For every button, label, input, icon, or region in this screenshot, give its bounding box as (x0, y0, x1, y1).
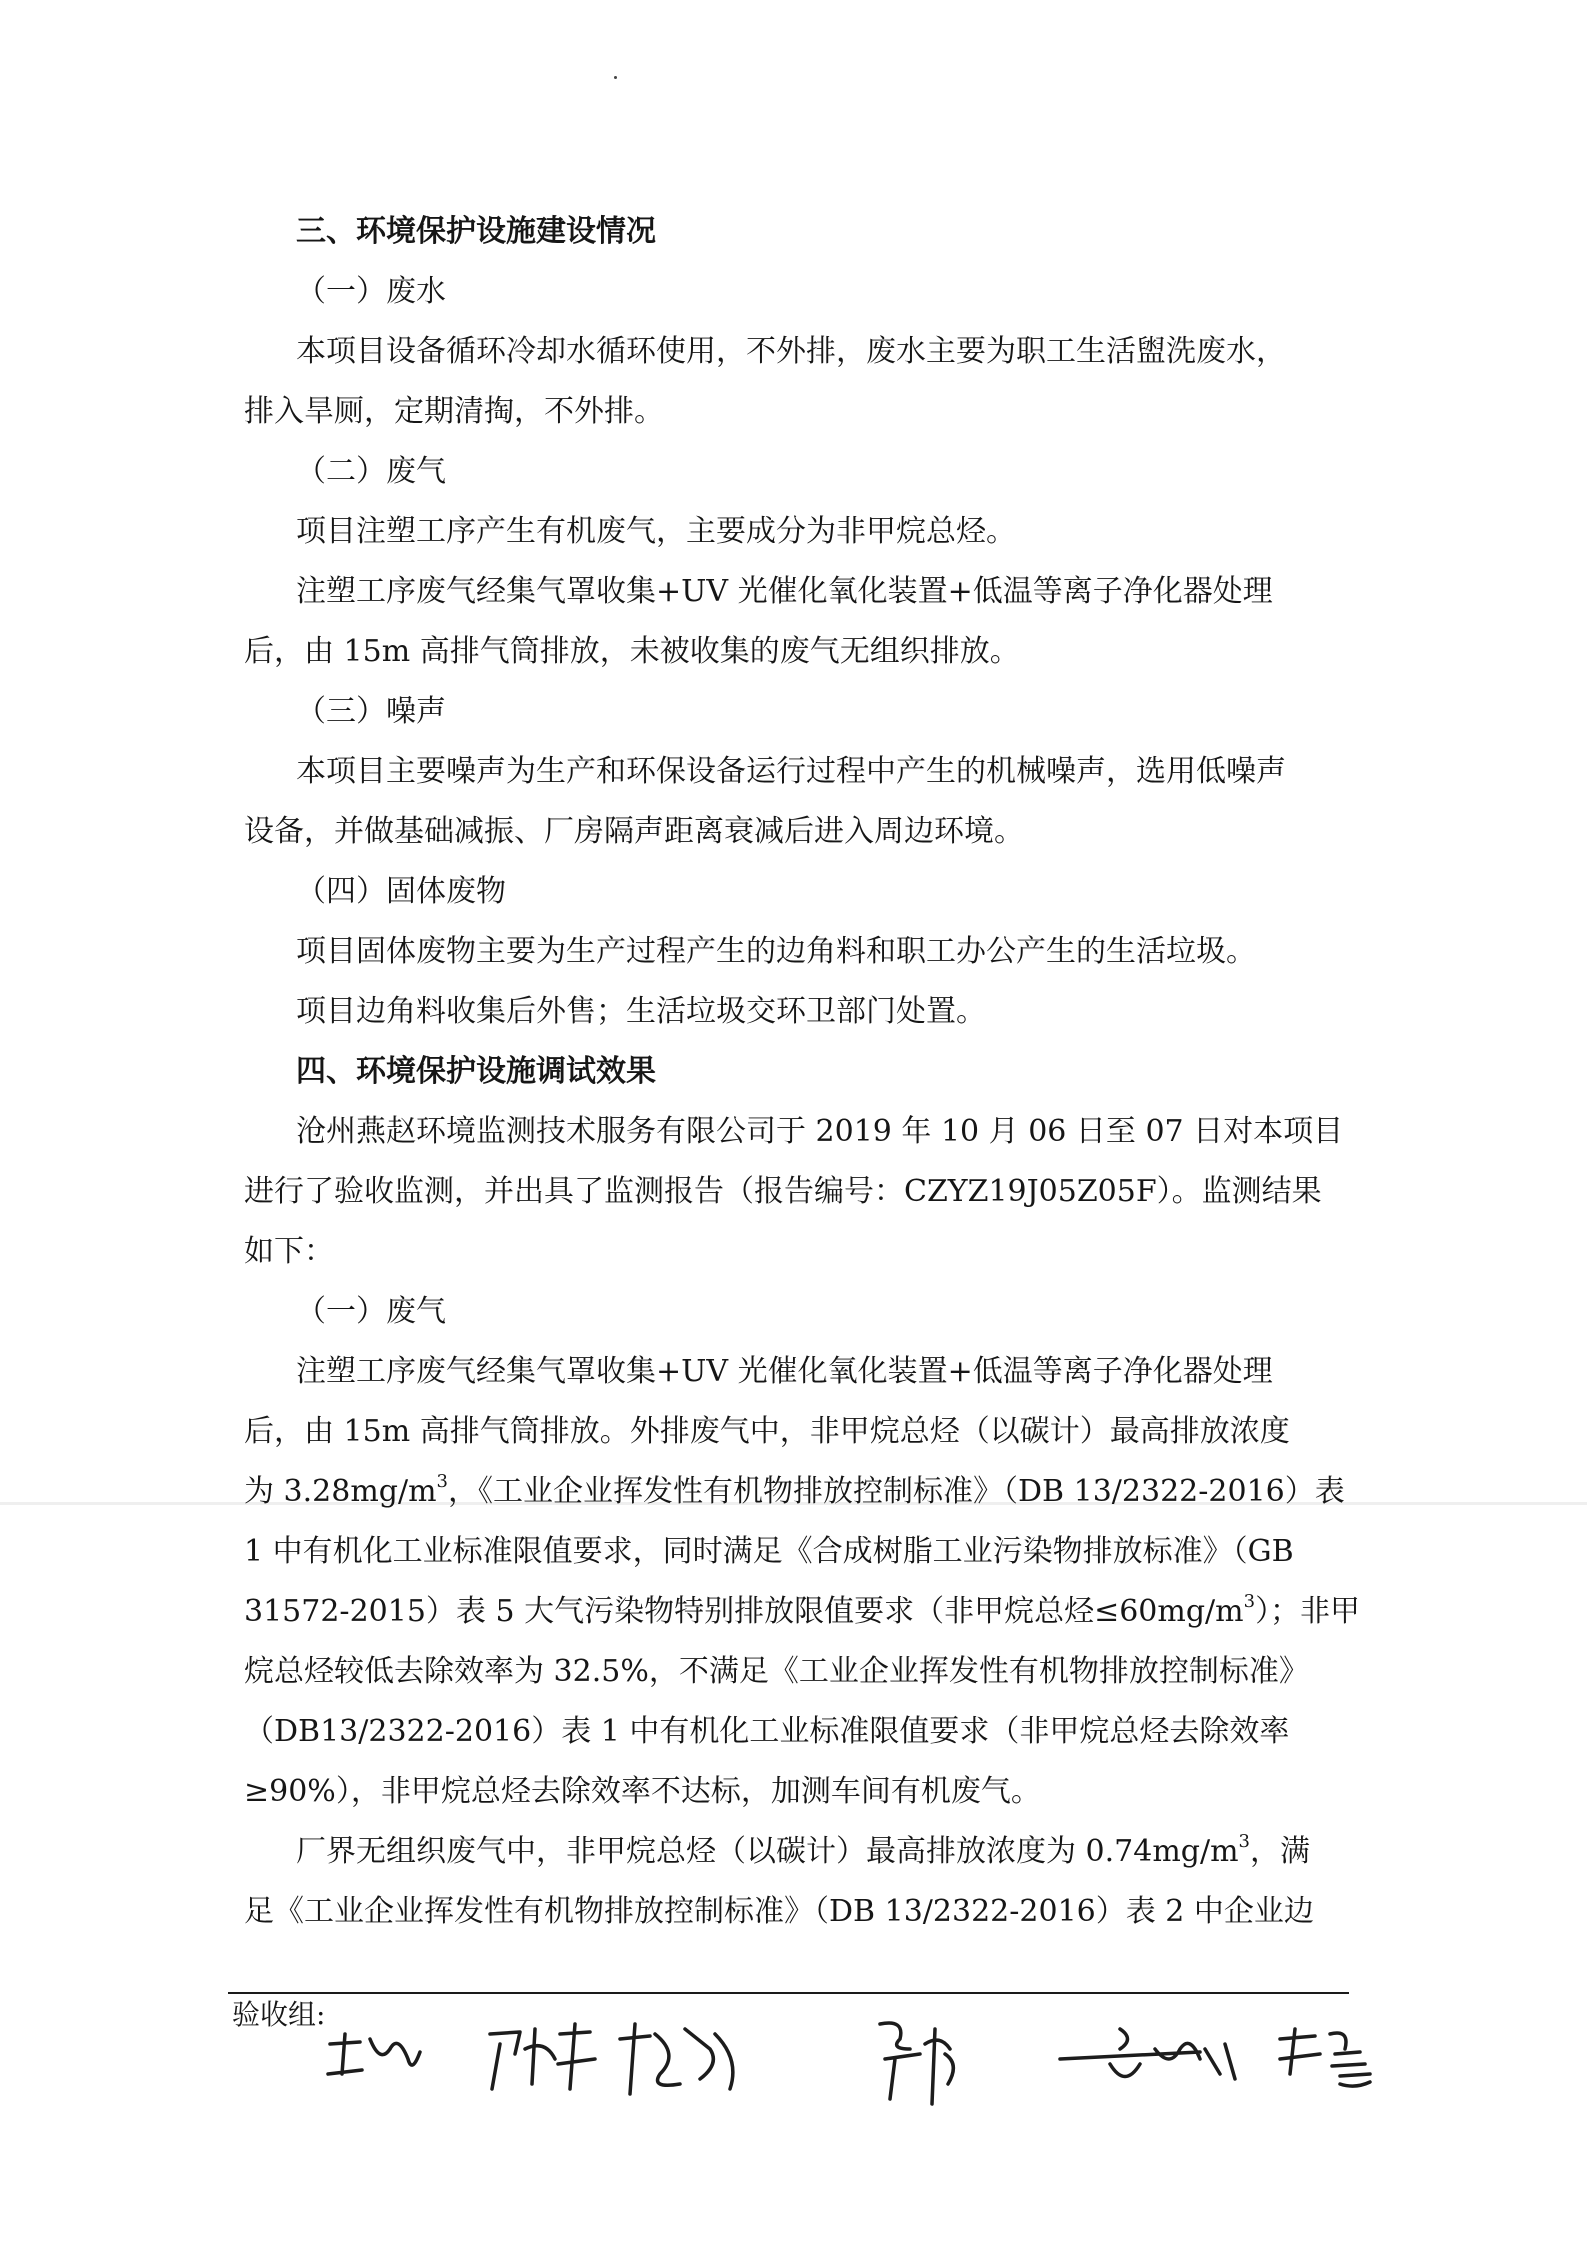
subheading-exhaust-results: （一）废气 (296, 1294, 446, 1329)
text-span: 31572-2015）表 5 大气污染物特别排放限值要求（非甲烷总烃≤60mg/m (244, 1594, 1244, 1629)
paragraph-line: 1 中有机化工业标准限值要求，同时满足《合成树脂工业污染物排放标准》（GB (244, 1534, 1294, 1569)
paragraph-line: ≥90%），非甲烷总烃去除效率不达标，加测车间有机废气。 (244, 1774, 1041, 1809)
paragraph-line: 后，由 15m 高排气筒排放。外排废气中，非甲烷总烃（以碳计）最高排放浓度 (244, 1414, 1290, 1449)
text-span: ）；非甲 (1255, 1594, 1361, 1629)
subheading-wastewater: （一）废水 (296, 274, 446, 309)
paragraph-line: 沧州燕赵环境监测技术服务有限公司于 2019 年 10 月 06 日至 07 日对本项目 (296, 1114, 1344, 1149)
paragraph-line: 足《工业企业挥发性有机物排放控制标准》（DB 13/2322-2016）表 2 中企业边 (244, 1894, 1314, 1929)
paragraph-line: 项目注塑工序产生有机废气，主要成分为非甲烷总烃。 (296, 514, 1016, 549)
signature-6 (1280, 2029, 1370, 2086)
paragraph-line: （DB13/2322-2016）表 1 中有机化工业标准限值要求（非甲烷总烃去除效率 (244, 1714, 1290, 1749)
paragraph-line: 排入旱厕，定期清掏，不外排。 (244, 394, 664, 429)
paragraph-line: 注塑工序废气经集气罩收集+UV 光催化氧化装置+低温等离子净化器处理 (296, 574, 1273, 609)
text-span: ，《工业企业挥发性有机物排放控制标准》（DB 13/2322-2016）表 (448, 1474, 1345, 1509)
subheading-solid-waste: （四）固体废物 (296, 874, 506, 909)
paragraph-line: 设备，并做基础减振、厂房隔声距离衰减后进入周边环境。 (244, 814, 1024, 849)
paragraph-line: 项目固体废物主要为生产过程产生的边角料和职工办公产生的生活垃圾。 (296, 934, 1256, 969)
paragraph-line: 进行了验收监测，并出具了监测报告（报告编号：CZYZ19J05Z05F）。监测结果 (244, 1174, 1322, 1209)
signature-3 (620, 2024, 733, 2094)
paragraph-line (244, 1472, 1345, 1512)
subheading-exhaust: （二）废气 (296, 454, 446, 489)
section-heading-4: 四、环境保护设施调试效果 (296, 1054, 656, 1089)
paragraph-line: 后，由 15m 高排气筒排放，未被收集的废气无组织排放。 (244, 634, 1020, 669)
paragraph-line: 注塑工序废气经集气罩收集+UV 光催化氧化装置+低温等离子净化器处理 (296, 1354, 1273, 1389)
paragraph-line (296, 1832, 1310, 1872)
text-span: 为 3.28mg/m (244, 1474, 437, 1509)
paragraph-line (244, 1592, 1360, 1632)
signature-1 (328, 2034, 420, 2074)
paragraph-line: 本项目设备循环冷却水循环使用，不外排，废水主要为职工生活盥洗废水， (296, 334, 1286, 369)
superscript: 3 (1238, 1831, 1250, 1852)
signature-4 (880, 2023, 953, 2104)
section-heading-3: 三、环境保护设施建设情况 (296, 214, 656, 249)
text-span: 厂界无组织废气中，非甲烷总烃（以碳计）最高排放浓度为 0.74mg/m (296, 1834, 1239, 1869)
footer-rule (228, 1992, 1349, 1994)
paragraph-line: 本项目主要噪声为生产和环保设备运行过程中产生的机械噪声，选用低噪声 (296, 754, 1286, 789)
superscript: 3 (436, 1471, 448, 1492)
text-span: ，满 (1250, 1834, 1310, 1869)
signature-5 (1060, 2029, 1235, 2079)
acceptance-group-label: 验收组: (232, 1998, 326, 2031)
paragraph-line: 项目边角料收集后外售；生活垃圾交环卫部门处置。 (296, 994, 986, 1029)
scan-speck (614, 76, 617, 79)
paragraph-line: 烷总烃较低去除效率为 32.5%，不满足《工业企业挥发性有机物排放控制标准》 (244, 1654, 1309, 1689)
superscript: 3 (1243, 1591, 1256, 1612)
subheading-noise: （三）噪声 (296, 694, 446, 729)
handwritten-signatures (320, 2004, 1520, 2114)
signature-2 (490, 2024, 595, 2089)
paragraph-line: 如下： (244, 1234, 334, 1269)
